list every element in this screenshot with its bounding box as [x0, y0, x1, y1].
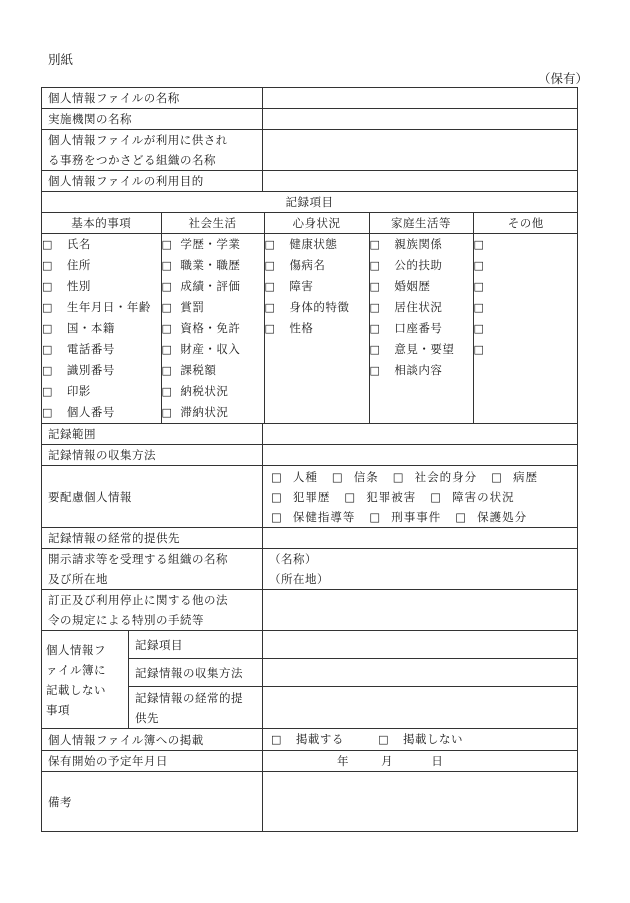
disclosure-address-caption: （所在地）	[269, 572, 329, 586]
health-item	[265, 234, 369, 255]
family-item	[370, 318, 473, 339]
basic-label: 電話番号	[66, 342, 115, 356]
family-checkbox[interactable]: □	[369, 322, 381, 335]
basic-checkbox[interactable]: □	[42, 238, 53, 251]
family-item	[370, 234, 473, 255]
correction-label-line1: 訂正及び利用停止に関する他の法	[48, 593, 228, 607]
social-item	[162, 402, 264, 423]
social-item	[162, 381, 264, 402]
basic-checkbox[interactable]: □	[42, 343, 53, 356]
social-item	[162, 339, 264, 360]
record-items-heading: 記録項目	[42, 192, 578, 213]
basic-label: 生年月日・年齢	[66, 300, 151, 314]
sensitive-label: 保護処分	[477, 509, 528, 524]
sensitive-label: 刑事事件	[391, 509, 442, 524]
category-header-basic: 基本的事項	[42, 213, 161, 234]
provision-label: 記録情報の経常的提供先	[42, 528, 263, 549]
purpose-value[interactable]	[263, 171, 578, 192]
category-basic-list	[42, 234, 161, 424]
publish-no-label: 掲載しない	[402, 732, 463, 746]
social-label: 財産・収入	[180, 342, 241, 356]
social-checkbox[interactable]: □	[161, 343, 173, 356]
basic-item	[42, 360, 161, 381]
organization-label-line2: る事務をつかさどる組織の名称	[48, 153, 216, 167]
health-label: 健康状態	[289, 237, 338, 251]
social-checkbox[interactable]: □	[161, 385, 173, 398]
social-label: 職業・職歴	[180, 258, 241, 272]
sensitive-checkbox[interactable]: □	[430, 489, 443, 504]
sensitive-checkbox[interactable]: □	[455, 509, 468, 524]
publish-yes-label: 掲載する	[295, 732, 344, 746]
family-checkbox[interactable]: □	[369, 259, 381, 272]
category-health-list	[264, 234, 369, 424]
social-checkbox[interactable]: □	[161, 301, 173, 314]
not-listed-provision-value[interactable]	[263, 687, 578, 729]
category-header-family: 家庭生活等	[369, 213, 473, 234]
correction-label-line2: 令の規定による特別の手続等	[48, 613, 204, 627]
not-listed-collection-label: 記録情報の収集方法	[129, 659, 263, 687]
basic-item	[42, 318, 161, 339]
other-item	[474, 255, 579, 276]
category-header-other: その他	[473, 213, 578, 234]
other-checkbox[interactable]: □	[473, 259, 485, 272]
publication-label: 個人情報ファイル簿への掲載	[42, 729, 263, 751]
disclosure-org-value[interactable]	[263, 549, 578, 590]
basic-label: 氏名	[66, 237, 91, 251]
family-item	[370, 339, 473, 360]
record-scope-label: 記録範囲	[42, 424, 263, 445]
family-checkbox[interactable]: □	[369, 343, 381, 356]
social-label: 資格・免許	[180, 321, 241, 335]
start-date-label: 保有開始の予定年月日	[42, 751, 263, 772]
family-item	[370, 276, 473, 297]
category-family-list	[369, 234, 473, 424]
remarks-value[interactable]	[263, 772, 578, 832]
sensitive-checkbox[interactable]: □	[491, 469, 503, 484]
date-month: 月	[381, 754, 394, 768]
sensitive-label: 障害の状況	[452, 489, 515, 504]
sensitive-label: 病歴	[513, 469, 538, 484]
other-item	[474, 339, 579, 360]
not-listed-collection-value[interactable]	[263, 659, 578, 687]
attachment-label: 別紙	[48, 52, 74, 67]
family-label: 居住状況	[394, 300, 443, 314]
record-items-grid	[42, 213, 578, 423]
social-label: 滞納状況	[180, 405, 229, 419]
basic-checkbox[interactable]: □	[42, 301, 53, 314]
not-listed-line1: 個人情報フ	[46, 642, 106, 657]
family-label: 婚姻歴	[394, 279, 431, 293]
sensitive-checkbox[interactable]: □	[331, 469, 344, 484]
publication-options	[263, 729, 578, 751]
sensitive-checkbox[interactable]: □	[369, 509, 382, 524]
sensitive-info-label: 要配慮個人情報	[42, 466, 263, 528]
other-checkbox[interactable]: □	[473, 280, 485, 293]
basic-item	[42, 255, 161, 276]
other-item	[474, 318, 579, 339]
social-checkbox[interactable]: □	[161, 259, 173, 272]
health-label: 性格	[289, 321, 314, 335]
family-label: 相談内容	[394, 363, 443, 377]
sensitive-label: 信条	[353, 469, 379, 484]
other-item	[474, 297, 579, 318]
correction-procedure-value[interactable]	[263, 590, 578, 631]
other-item	[474, 276, 579, 297]
social-item	[162, 255, 264, 276]
provision-value[interactable]	[263, 528, 578, 549]
social-label: 賞罰	[180, 300, 205, 314]
start-date-value[interactable]	[263, 751, 578, 772]
health-label: 身体的特徴	[289, 300, 350, 314]
publish-yes-checkbox[interactable]: □	[271, 733, 282, 746]
other-checkbox[interactable]: □	[473, 301, 485, 314]
sensitive-label: 保健指導等	[292, 509, 356, 524]
health-checkbox[interactable]: □	[264, 301, 276, 314]
disclosure-org-label-line2: 及び所在地	[48, 572, 108, 586]
not-listed-record-items-label: 記録項目	[129, 631, 263, 659]
not-listed-provision-line2: 供先	[135, 710, 159, 725]
organization-value[interactable]	[263, 130, 578, 171]
social-item	[162, 234, 264, 255]
purpose-label: 個人情報ファイルの利用目的	[42, 171, 263, 192]
collection-method-value[interactable]	[263, 445, 578, 466]
family-item	[370, 360, 473, 381]
basic-label: 識別番号	[66, 363, 115, 377]
category-other-list	[473, 234, 578, 424]
social-checkbox[interactable]: □	[161, 238, 173, 251]
basic-checkbox[interactable]: □	[42, 385, 53, 398]
not-listed-items-label	[42, 631, 129, 729]
health-item	[265, 318, 369, 339]
agency-value[interactable]	[263, 109, 578, 130]
holding-label: （保有）	[538, 71, 589, 86]
disclosure-org-label	[42, 549, 263, 590]
family-label: 意見・要望	[394, 342, 455, 356]
health-checkbox[interactable]: □	[264, 280, 276, 293]
not-listed-provision-label	[129, 687, 263, 729]
family-item	[370, 297, 473, 318]
date-day: 日	[431, 754, 444, 768]
sensitive-checkbox[interactable]: □	[271, 509, 283, 524]
social-checkbox[interactable]: □	[161, 280, 173, 293]
social-item	[162, 297, 264, 318]
health-checkbox[interactable]: □	[264, 238, 276, 251]
social-label: 課税額	[180, 363, 217, 377]
publish-no-checkbox[interactable]: □	[378, 733, 389, 746]
remarks-label: 備考	[42, 772, 263, 832]
social-checkbox[interactable]: □	[161, 406, 173, 419]
file-name-value[interactable]	[263, 88, 578, 109]
not-listed-line4: 事項	[46, 702, 70, 717]
basic-label: 印影	[66, 384, 91, 398]
family-item	[370, 255, 473, 276]
record-scope-value[interactable]	[263, 424, 578, 445]
disclosure-org-label-line1: 開示請求等を受理する組織の名称	[48, 552, 228, 566]
sensitive-checkbox[interactable]: □	[271, 489, 283, 504]
social-checkbox[interactable]: □	[161, 322, 173, 335]
personal-info-file-form	[41, 87, 578, 832]
social-item	[162, 276, 264, 297]
health-label: 障害	[289, 279, 314, 293]
health-item	[265, 255, 369, 276]
health-item	[265, 297, 369, 318]
sensitive-label: 犯罪被害	[366, 489, 417, 504]
sensitive-checkbox[interactable]: □	[344, 489, 357, 504]
sensitive-label: 犯罪歴	[292, 489, 331, 504]
family-checkbox[interactable]: □	[369, 364, 381, 377]
family-label: 口座番号	[394, 321, 443, 335]
file-name-label: 個人情報ファイルの名称	[42, 88, 263, 109]
social-item	[162, 318, 264, 339]
basic-item	[42, 234, 161, 255]
basic-item	[42, 339, 161, 360]
category-social-list	[161, 234, 264, 424]
basic-checkbox[interactable]: □	[42, 406, 53, 419]
family-checkbox[interactable]: □	[369, 280, 381, 293]
social-checkbox[interactable]: □	[161, 364, 173, 377]
category-header-health: 心身状況	[264, 213, 369, 234]
not-listed-record-items-value[interactable]	[263, 631, 578, 659]
sensitive-label: 社会的身分	[414, 469, 478, 484]
not-listed-line3: 記載しない	[46, 682, 106, 697]
organization-label-line1: 個人情報ファイルが利用に供され	[48, 133, 228, 147]
social-label: 学歴・学業	[180, 237, 241, 251]
correction-procedure-label	[42, 590, 263, 631]
social-item	[162, 360, 264, 381]
sensitive-info-options	[263, 466, 578, 528]
family-label: 公的扶助	[394, 258, 443, 272]
other-checkbox[interactable]: □	[473, 238, 485, 251]
not-listed-provision-line1: 記録情報の経常的提	[135, 690, 243, 705]
basic-label: 国・本籍	[66, 321, 115, 335]
social-label: 納税状況	[180, 384, 229, 398]
health-checkbox[interactable]: □	[264, 259, 276, 272]
other-checkbox[interactable]: □	[473, 322, 485, 335]
basic-label: 性別	[66, 279, 91, 293]
family-checkbox[interactable]: □	[369, 238, 381, 251]
basic-label: 住所	[66, 258, 91, 272]
basic-label: 個人番号	[66, 405, 115, 419]
family-checkbox[interactable]: □	[369, 301, 381, 314]
social-label: 成績・評価	[180, 279, 241, 293]
other-item	[474, 234, 579, 255]
health-checkbox[interactable]: □	[264, 322, 276, 335]
agency-label: 実施機関の名称	[42, 109, 263, 130]
not-listed-line2: ァイル簿に	[46, 662, 106, 677]
basic-item	[42, 276, 161, 297]
family-label: 親族関係	[394, 237, 443, 251]
sensitive-label: 人種	[292, 469, 318, 484]
organization-label	[42, 130, 263, 171]
category-header-social: 社会生活	[161, 213, 264, 234]
sensitive-checkbox[interactable]: □	[392, 469, 405, 484]
basic-checkbox[interactable]: □	[42, 280, 53, 293]
basic-checkbox[interactable]: □	[42, 322, 53, 335]
basic-item	[42, 402, 161, 423]
basic-item	[42, 297, 161, 318]
other-checkbox[interactable]: □	[473, 343, 485, 356]
health-label: 傷病名	[289, 258, 326, 272]
date-year: 年	[337, 754, 349, 768]
sensitive-checkbox[interactable]: □	[271, 469, 283, 484]
basic-item	[42, 381, 161, 402]
basic-checkbox[interactable]: □	[42, 259, 53, 272]
collection-method-label: 記録情報の収集方法	[42, 445, 263, 466]
health-item	[265, 276, 369, 297]
basic-checkbox[interactable]: □	[42, 364, 53, 377]
disclosure-name-caption: （名称）	[269, 552, 317, 566]
